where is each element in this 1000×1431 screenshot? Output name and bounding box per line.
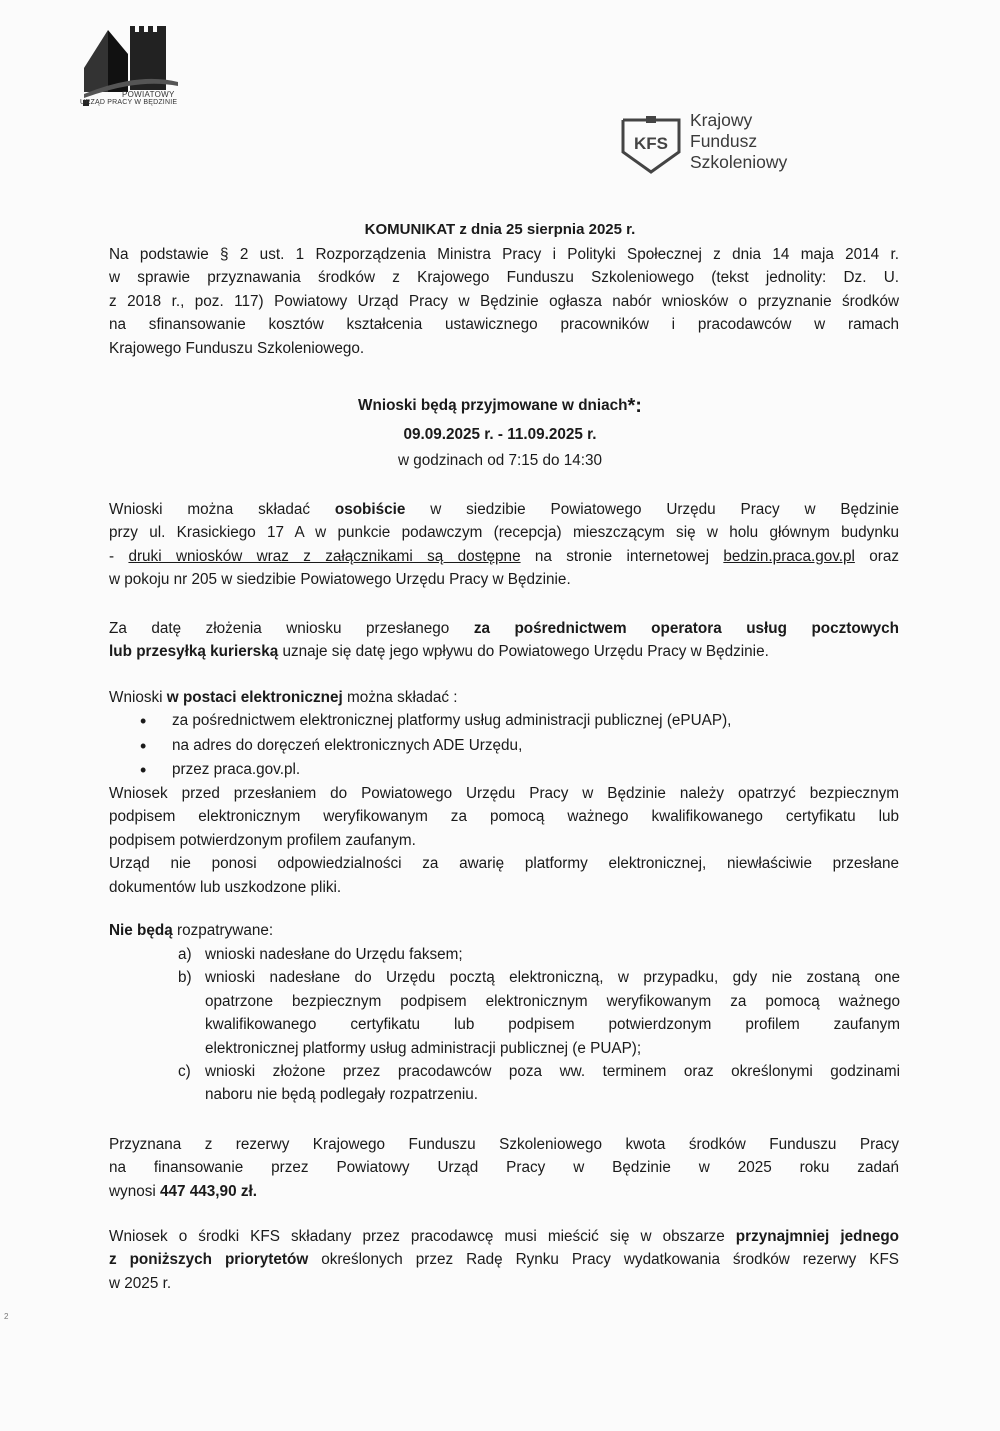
personal-line-4: w pokoju nr 205 w siedzibie Powiatowego Urzędu Pracy w Będzinie. bbox=[109, 571, 571, 589]
kfs-name-line2: Fundusz bbox=[690, 131, 758, 151]
personal-line-3: - druki wniosków wraz z załącznikami są dostępne na stronie internetowej bedzin.praca.gov.pl oraz bbox=[109, 547, 899, 565]
dates-hours: w godzinach od 7:15 do 14:30 bbox=[397, 452, 603, 469]
postal-line-2: lub przesyłką kurierską uznaje się datę jego wpływu do Powiatowego Urzędu Pracy w Będzinie. bbox=[109, 643, 769, 661]
dates-heading bbox=[0, 395, 1000, 418]
kfs-name bbox=[690, 110, 787, 173]
list-item: • za pośrednictwem elektronicznej platformy usług administracji publicznej (ePUAP), bbox=[140, 709, 900, 734]
list-item: • na adres do doręczeń elektronicznych ADE Urzędu, bbox=[140, 734, 900, 759]
pup-logo-line2: URZĄD PRACY W BĘDZINIE bbox=[80, 99, 178, 106]
postal-paragraph bbox=[109, 617, 899, 664]
margin-mark: 2 bbox=[4, 1312, 9, 1321]
electronic-intro: Wnioski w postaci elektronicznej można składać : bbox=[109, 689, 458, 706]
forms-available-text: druki wniosków wraz z załącznikami są dostępne bbox=[128, 547, 521, 565]
amount-paragraph: Przyznana z rezerwy Krajowego Funduszu Szkoleniowego kwota środków Funduszu Pracy na finansowanie przez Powiatowy Urząd Pracy w Będzinie w 2025 roku zadań wynosi 447 443,90 zł. bbox=[109, 1136, 899, 1200]
kfs-logo-icon bbox=[620, 116, 682, 176]
rejected-heading: Nie będą rozpatrywane: bbox=[109, 922, 274, 939]
list-item: • przez praca.gov.pl. bbox=[140, 758, 900, 783]
personal-submission-paragraph bbox=[109, 498, 899, 592]
list-item: b) wnioski nadesłane do Urzędu pocztą elektroniczną, w przypadku, gdy nie zostaną one opatrzone bezpiecznym podpisem elektronicznym weryfikowanym za pomocą ważnego kwalifikowanego certyfikatu lub podpisem potwierdzonym profilem zaufanym elektronicznej platformy usług administracji publicznej (e PUAP); bbox=[178, 969, 900, 1057]
list-item: c) wnioski złożone przez pracodawców poza ww. terminem oraz określonymi godzinami naboru nie będą podlegały rozpatrzeniu. bbox=[178, 1063, 900, 1104]
intro-line-2: w sprawie przyznawania środków z Krajowego Funduszu Szkoleniowego (tekst jednolity: Dz. U. bbox=[109, 269, 899, 287]
intro-paragraph bbox=[109, 243, 899, 360]
dates-range: 09.09.2025 r. - 11.09.2025 r. bbox=[403, 426, 597, 443]
personal-line-2: przy ul. Krasickiego 17 A w punkcie podawczym (recepcja) mieszczącym się w holu głównym budynku bbox=[109, 524, 899, 542]
kfs-abbr: KFS bbox=[634, 134, 668, 153]
list-item: a) wnioski nadesłane do Urzędu faksem; bbox=[178, 946, 463, 963]
postal-line-1: Za datę złożenia wniosku przesłanego za pośrednictwem operatora usług pocztowych bbox=[109, 620, 900, 637]
announcement-title: KOMUNIKAT z dnia 25 sierpnia 2025 r. bbox=[364, 221, 636, 238]
kfs-name-line3: Szkoleniowy bbox=[690, 152, 788, 172]
intro-line-1: Na podstawie § 2 ust. 1 Rozporządzenia Ministra Pracy i Polityki Społecznej z dnia 14 maja 2014 r. bbox=[109, 246, 899, 263]
dates-heading-text: Wnioski będą przyjmowane w dniach bbox=[358, 397, 628, 414]
dates-asterisk: *: bbox=[627, 395, 642, 417]
signature-paragraph: Wniosek przed przesłaniem do Powiatowego Urzędu Pracy w Będzinie należy opatrzyć bezpiecznym podpisem elektronicznym weryfikowanym za pomocą ważnego kwalifikowanego certyfikatu lub podpisem potwierdzonym profilem zaufanym. Urząd nie ponosi odpowiedzialności za awarię platformy elektronicznej, niewłaściwie przesłane dokumentów lub uszkodzone pliki. bbox=[109, 785, 899, 896]
kfs-name-line1: Krajowy bbox=[690, 110, 753, 130]
website-link[interactable]: bedzin.praca.gov.pl bbox=[723, 547, 855, 565]
amount-value: 447 443,90 zł. bbox=[160, 1182, 257, 1200]
intro-line-5: Krajowego Funduszu Szkoleniowego. bbox=[109, 339, 365, 357]
priorities-paragraph: Wniosek o środki KFS składany przez pracodawcę musi mieścić się w obszarze przynajmniej jednego z poniższych priorytetów określonych przez Radę Rynku Pracy wydatkowania środków rezerwy KFS w 2025 r. bbox=[109, 1228, 900, 1292]
pup-logo-line1: POWIATOWY bbox=[122, 90, 175, 99]
personal-line-1: Wnioski można składać osobiście w siedzibie Powiatowego Urzędu Pracy w Będzinie bbox=[109, 501, 900, 518]
intro-line-3: z 2018 r., poz. 117) Powiatowy Urząd Pracy w Będzinie ogłasza nabór wniosków o przyznanie środków bbox=[109, 292, 899, 310]
electronic-options-list bbox=[140, 709, 900, 783]
rejected-list bbox=[178, 943, 900, 1107]
intro-line-4: na sfinansowanie kosztów kształcenia ustawicznego pracowników i pracodawców w ramach bbox=[109, 316, 899, 334]
